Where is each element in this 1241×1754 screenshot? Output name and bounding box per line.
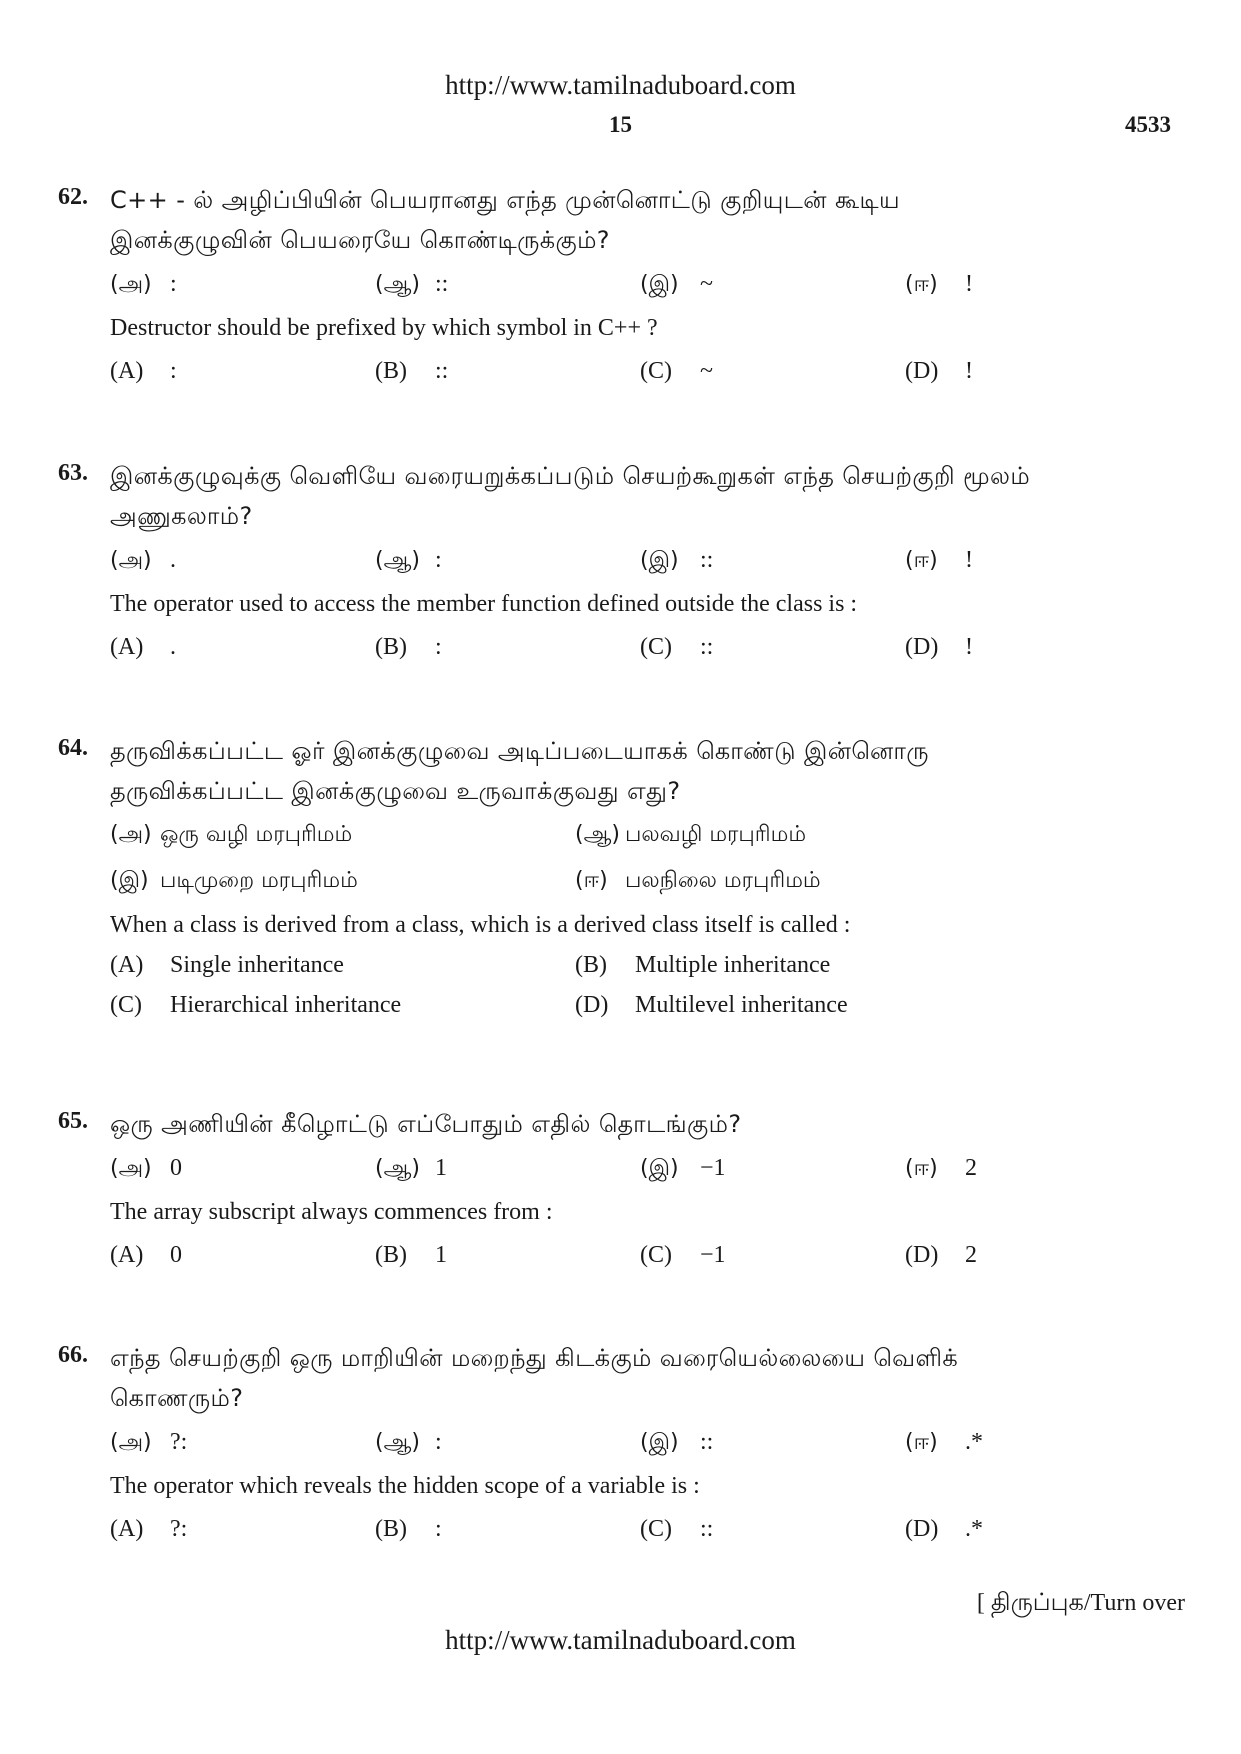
tamil-question-line: C++ - ல் அழிப்பியின் பெயரானது எந்த முன்னொட்டு குறியுடன் கூடிய xyxy=(110,186,900,214)
tamil-question-line: இனக்குழுவுக்கு வெளியே வரையறுக்கப்படும் செயற்கூறுகள் எந்த செயற்குறி மூலம் xyxy=(110,462,1031,490)
option-b: (B) : xyxy=(375,633,442,660)
option-b-tamil: (ஆ) பலவழி மரபுரிமம் xyxy=(575,822,807,847)
english-options xyxy=(110,1506,1170,1552)
english-question: When a class is derived from a class, which is a derived class itself is called : xyxy=(110,912,851,938)
tamil-question-line: எந்த செயற்குறி ஒரு மாறியின் மறைந்து கிடக்கும் வரையெல்லையை வெளிக் xyxy=(110,1344,959,1372)
question-number: 64. xyxy=(58,735,88,761)
option-a-tamil: (அ) . xyxy=(110,546,176,573)
tamil-question-line: தருவிக்கப்பட்ட ஓர் இனக்குழுவை அடிப்படையாகக் கொண்டு இன்னொரு xyxy=(110,737,929,765)
option-a: (A) ?: xyxy=(110,1515,188,1542)
option-a: (A) : xyxy=(110,357,177,384)
option-c: (C) :: xyxy=(640,1515,714,1542)
option-d-tamil: (ஈ) 2 xyxy=(905,1154,977,1181)
english-options-row-2 xyxy=(110,985,1170,1025)
turn-over-note: [ திருப்புக/Turn over xyxy=(976,1590,1185,1616)
option-c: (C) −1 xyxy=(640,1241,726,1268)
option-d-tamil: (ஈ) .* xyxy=(905,1428,983,1455)
option-d: (D) Multilevel inheritance xyxy=(575,991,848,1018)
option-c-tamil: (இ) :: xyxy=(640,1428,714,1455)
english-options-row-1 xyxy=(110,945,1170,985)
option-b: (B) :: xyxy=(375,357,449,384)
tamil-question-line: கொணரும்? xyxy=(110,1384,244,1412)
option-c: (C) :: xyxy=(640,633,714,660)
option-b-tamil: (ஆ) : xyxy=(375,1428,442,1455)
paper-code: 4533 xyxy=(1125,112,1171,137)
option-a-tamil: (அ) ?: xyxy=(110,1428,188,1455)
option-c: (C) ~ xyxy=(640,357,713,384)
option-a: (A) 0 xyxy=(110,1241,182,1268)
tamil-options-row-1 xyxy=(110,813,1170,859)
english-question: The operator used to access the member function defined outside the class is : xyxy=(110,591,858,617)
tamil-options xyxy=(110,538,1170,584)
option-c-tamil: (இ) −1 xyxy=(640,1154,726,1181)
english-question: The operator which reveals the hidden scope of a variable is : xyxy=(110,1473,700,1499)
tamil-question-line: ஒரு அணியின் கீழொட்டு எப்போதும் எதில் தொடங்கும்? xyxy=(110,1110,742,1138)
option-c-tamil: (இ) படிமுறை மரபுரிமம் xyxy=(110,868,358,893)
option-a-tamil: (அ) : xyxy=(110,270,177,297)
option-b-tamil: (ஆ) 1 xyxy=(375,1154,447,1181)
option-d: (D) ! xyxy=(905,633,973,660)
tamil-question-line: அணுகலாம்? xyxy=(110,502,253,530)
option-d: (D) .* xyxy=(905,1515,983,1542)
option-d: (D) 2 xyxy=(905,1241,977,1268)
english-options xyxy=(110,624,1170,670)
tamil-options xyxy=(110,262,1170,308)
english-options xyxy=(110,348,1170,394)
option-d-tamil: (ஈ) ! xyxy=(905,270,973,297)
option-a-tamil: (அ) ஒரு வழி மரபுரிமம் xyxy=(110,822,353,847)
header-url: http://www.tamilnaduboard.com xyxy=(445,70,796,100)
tamil-options xyxy=(110,1146,1170,1192)
english-question: Destructor should be prefixed by which symbol in C++ ? xyxy=(110,315,658,341)
tamil-options xyxy=(110,1420,1170,1466)
option-a: (A) . xyxy=(110,633,176,660)
option-b-tamil: (ஆ) : xyxy=(375,546,442,573)
option-c-tamil: (இ) ~ xyxy=(640,270,713,297)
question-number: 62. xyxy=(58,184,88,210)
page-number: 15 xyxy=(609,112,632,137)
option-a: (A) Single inheritance xyxy=(110,951,344,978)
english-options xyxy=(110,1232,1170,1278)
question-number: 65. xyxy=(58,1108,88,1134)
tamil-question-line: தருவிக்கப்பட்ட இனக்குழுவை உருவாக்குவது எது? xyxy=(110,777,681,805)
option-d-tamil: (ஈ) பலநிலை மரபுரிமம் xyxy=(575,868,821,893)
footer-url: http://www.tamilnaduboard.com xyxy=(445,1625,796,1655)
option-a-tamil: (அ) 0 xyxy=(110,1154,182,1181)
option-c: (C) Hierarchical inheritance xyxy=(110,991,402,1018)
option-b: (B) : xyxy=(375,1515,442,1542)
option-b: (B) Multiple inheritance xyxy=(575,951,831,978)
option-b-tamil: (ஆ) :: xyxy=(375,270,449,297)
question-number: 66. xyxy=(58,1342,88,1368)
tamil-question-line: இனக்குழுவின் பெயரையே கொண்டிருக்கும்? xyxy=(110,226,610,254)
option-b: (B) 1 xyxy=(375,1241,447,1268)
option-c-tamil: (இ) :: xyxy=(640,546,714,573)
option-d-tamil: (ஈ) ! xyxy=(905,546,973,573)
question-number: 63. xyxy=(58,460,88,486)
option-d: (D) ! xyxy=(905,357,973,384)
tamil-options-row-2 xyxy=(110,859,1170,905)
english-question: The array subscript always commences from : xyxy=(110,1199,553,1225)
